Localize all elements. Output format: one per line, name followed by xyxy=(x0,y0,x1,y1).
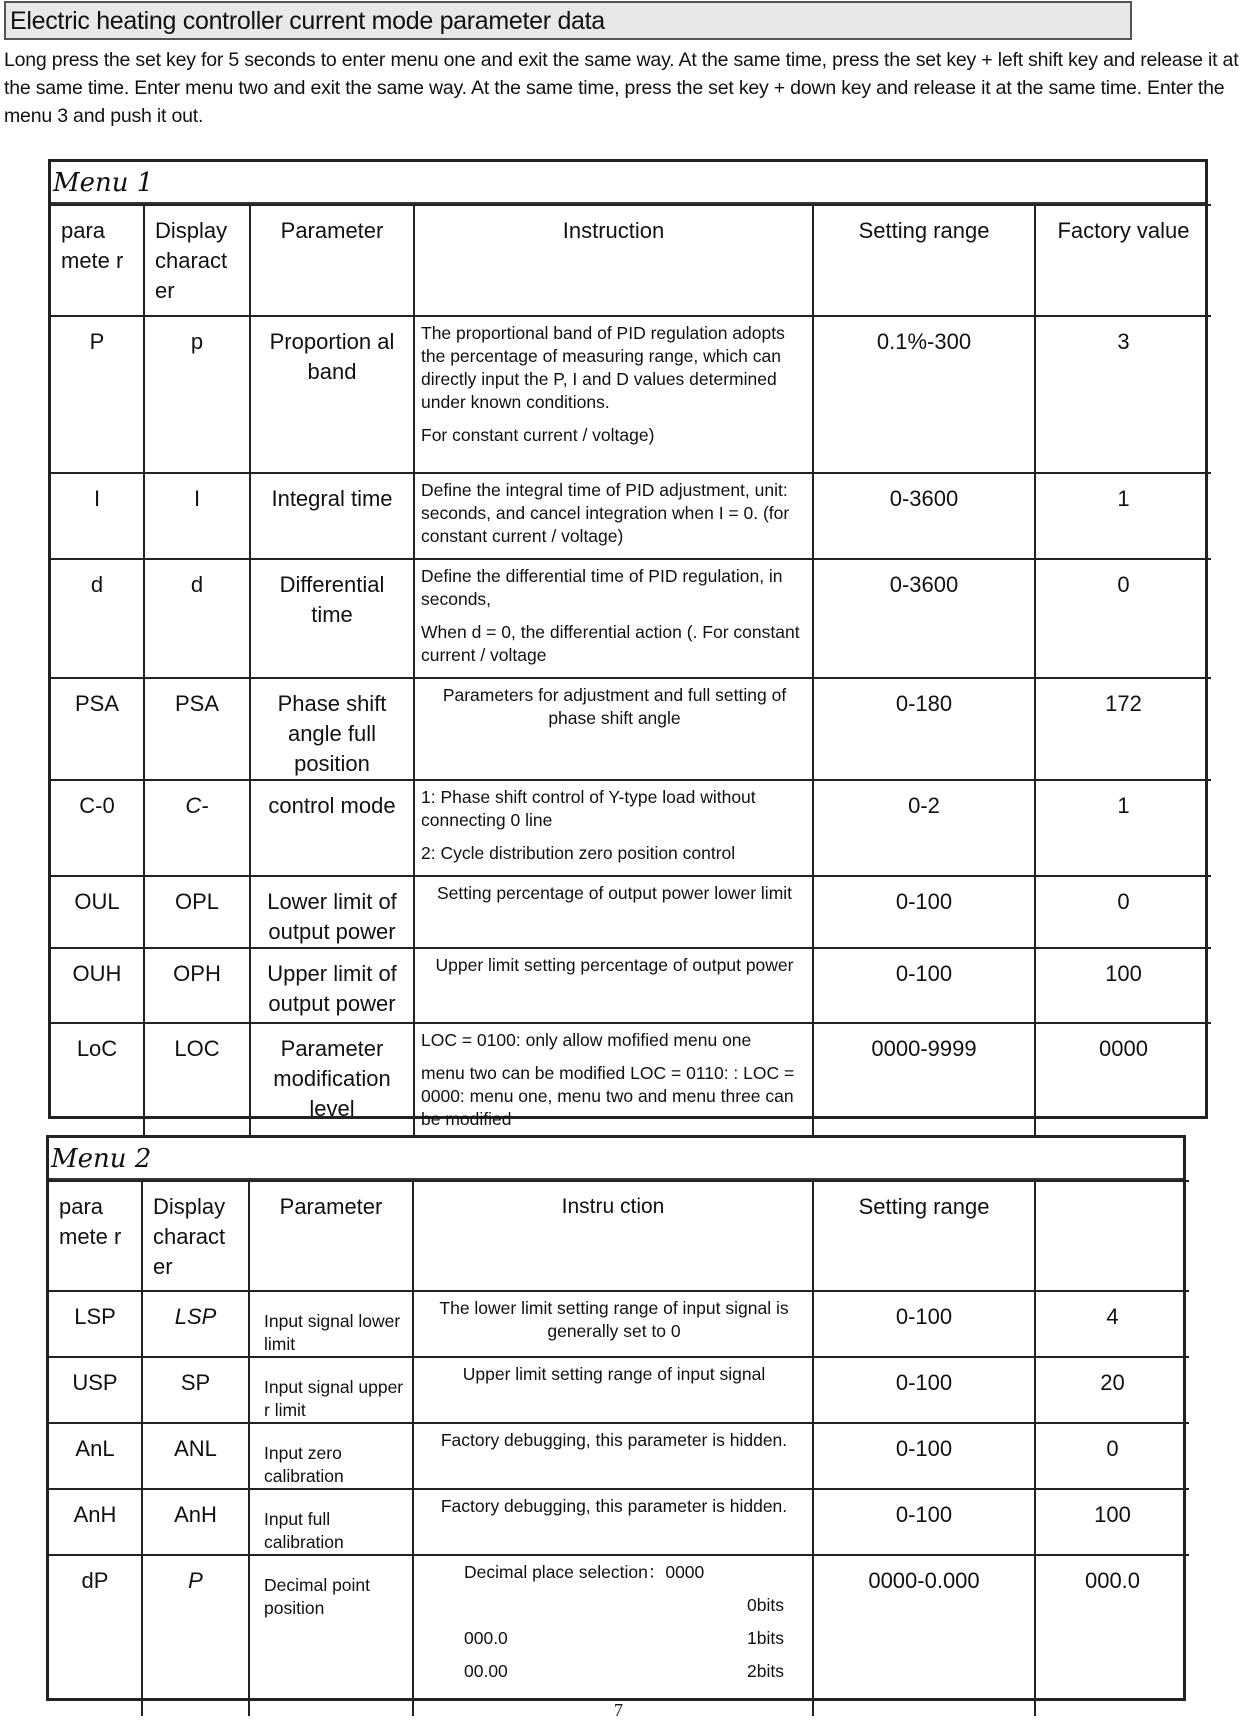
column-header: para mete r xyxy=(51,205,144,316)
column-header: Instruction xyxy=(414,205,813,316)
instruction-text: Setting percentage of output power lower limit xyxy=(436,883,793,903)
instruction-cell xyxy=(413,1555,813,1716)
display-character-cell: OPH xyxy=(144,948,250,1023)
setting-range-cell: 0-100 xyxy=(813,1291,1035,1357)
parameter-name-cell: Input full calibration xyxy=(249,1489,413,1555)
factory-value-cell: 172 xyxy=(1035,678,1211,780)
instruction-text: Upper limit setting range of input signal xyxy=(462,1364,766,1384)
table-row xyxy=(51,678,1211,780)
parameter-name-cell: Input signal lower limit xyxy=(249,1291,413,1357)
setting-range-cell: 0000-0.000 xyxy=(813,1555,1035,1716)
column-header: para mete r xyxy=(49,1181,142,1291)
setting-range-cell: 0000-9999 xyxy=(813,1023,1035,1157)
factory-value-cell: 0 xyxy=(1035,559,1211,678)
factory-value-cell: 100 xyxy=(1035,1489,1189,1555)
instruction-text: 000.0 xyxy=(464,1628,508,1648)
column-header: Setting range xyxy=(813,1181,1035,1291)
setting-range-cell: 0.1%-300 xyxy=(813,316,1035,473)
setting-range-cell: 0-3600 xyxy=(813,559,1035,678)
instruction-line xyxy=(420,1627,808,1650)
instruction-cell xyxy=(413,1357,813,1423)
table-row xyxy=(51,876,1211,948)
parameter-name-cell: Parameter modification level xyxy=(250,1023,414,1157)
table-row xyxy=(49,1489,1189,1555)
column-header: Factory value xyxy=(1035,205,1211,316)
setting-range-cell: 0-100 xyxy=(813,1423,1035,1489)
instruction-text: Upper limit setting percentage of output power xyxy=(435,955,794,975)
display-character-cell: OPL xyxy=(144,876,250,948)
parameter-name-cell: Proportion al band xyxy=(250,316,414,473)
parameter-code-cell: LoC xyxy=(51,1023,144,1157)
factory-value-cell: 1 xyxy=(1035,473,1211,559)
setting-range-cell: 0-180 xyxy=(813,678,1035,780)
instruction-cell xyxy=(414,678,813,780)
parameter-name-cell: Differential time xyxy=(250,559,414,678)
parameter-code-cell: dP xyxy=(49,1555,142,1716)
parameter-name-cell: Decimal point position xyxy=(249,1555,413,1716)
table-row xyxy=(51,559,1211,678)
factory-value-cell: 20 xyxy=(1035,1357,1189,1423)
display-character-cell: ANL xyxy=(142,1423,249,1489)
display-character-cell: LSP xyxy=(142,1291,249,1357)
display-character-cell: C- xyxy=(144,780,250,876)
header-row xyxy=(51,205,1211,316)
instruction-text: Factory debugging, this parameter is hidden. xyxy=(440,1496,788,1516)
table-row xyxy=(51,780,1211,876)
display-character-cell: d xyxy=(144,559,250,678)
table-row xyxy=(51,473,1211,559)
column-header: Instru ction xyxy=(413,1181,813,1291)
header-row xyxy=(49,1181,1189,1291)
table-row xyxy=(49,1555,1189,1716)
instruction-text: 1bits xyxy=(747,1628,784,1648)
instruction-text: Define the integral time of PID adjustment, unit: seconds, and cancel integration when I = 0. (for constant current / voltage) xyxy=(421,480,790,546)
parameter-name-cell: Phase shift angle full position xyxy=(250,678,414,780)
instruction-text: For constant current / voltage) xyxy=(421,425,655,445)
instruction-line xyxy=(420,1594,808,1617)
instruction-line xyxy=(420,1660,808,1683)
instruction-cell xyxy=(414,559,813,678)
table-row xyxy=(51,948,1211,1023)
instruction-cell xyxy=(413,1291,813,1357)
parameter-code-cell: LSP xyxy=(49,1291,142,1357)
table-row xyxy=(49,1357,1189,1423)
display-character-cell: LOC xyxy=(144,1023,250,1157)
page-title: Electric heating controller current mode parameter data xyxy=(4,1,1132,40)
setting-range-cell: 0-100 xyxy=(813,948,1035,1023)
instruction-cell xyxy=(414,473,813,559)
instruction-text: 1: Phase shift control of Y-type load without connecting 0 line xyxy=(421,787,756,830)
parameter-code-cell: OUL xyxy=(51,876,144,948)
parameter-code-cell: d xyxy=(51,559,144,678)
parameter-code-cell: AnH xyxy=(49,1489,142,1555)
display-character-cell: p xyxy=(144,316,250,473)
factory-value-cell: 3 xyxy=(1035,316,1211,473)
setting-range-cell: 0-3600 xyxy=(813,473,1035,559)
menu-2-table xyxy=(46,1135,1186,1701)
parameter-name-cell: Integral time xyxy=(250,473,414,559)
setting-range-cell: 0-2 xyxy=(813,780,1035,876)
factory-value-cell: 000.0 xyxy=(1035,1555,1189,1716)
parameter-name-cell: Input zero calibration xyxy=(249,1423,413,1489)
instruction-text: 00.00 xyxy=(464,1661,508,1681)
instruction-cell xyxy=(413,1423,813,1489)
menu-1-title: Menu 1 xyxy=(51,162,1205,204)
parameter-name-cell: Input signal upper r limit xyxy=(249,1357,413,1423)
factory-value-cell: 0000 xyxy=(1035,1023,1211,1157)
column-header: Setting range xyxy=(813,205,1035,316)
column-header: Parameter xyxy=(250,205,414,316)
instruction-text: 2bits xyxy=(747,1661,784,1681)
parameter-name-cell: Upper limit of output power xyxy=(250,948,414,1023)
menu-1-table xyxy=(48,159,1208,1129)
instruction-text: menu two can be modified LOC = 0110: : LOC = 0000: menu one, menu two and menu three can be modified xyxy=(421,1063,795,1129)
instruction-text: The proportional band of PID regulation adopts the percentage of measuring range, which can directly input the P, I and D values determined under known conditions. xyxy=(421,323,785,412)
instruction-text: Parameters for adjustment and full setting of phase shift angle xyxy=(442,685,787,728)
parameter-name-cell: Lower limit of output power xyxy=(250,876,414,948)
setting-range-cell: 0-100 xyxy=(813,876,1035,948)
column-header xyxy=(1035,1181,1189,1291)
menu-2-title: Menu 2 xyxy=(49,1138,1183,1180)
parameter-code-cell: P xyxy=(51,316,144,473)
page-number: 7 xyxy=(614,1700,623,1720)
instruction-cell xyxy=(413,1489,813,1555)
column-header: Display charact er xyxy=(142,1181,249,1291)
parameter-code-cell: OUH xyxy=(51,948,144,1023)
parameter-code-cell: USP xyxy=(49,1357,142,1423)
factory-value-cell: 4 xyxy=(1035,1291,1189,1357)
instruction-text: The lower limit setting range of input signal is generally set to 0 xyxy=(439,1298,789,1341)
factory-value-cell: 1 xyxy=(1035,780,1211,876)
parameter-code-cell: AnL xyxy=(49,1423,142,1489)
table-row xyxy=(51,316,1211,473)
column-header: Parameter xyxy=(249,1181,413,1291)
instruction-cell xyxy=(414,876,813,948)
instruction-text: LOC = 0100: only allow mofified menu one xyxy=(421,1030,752,1050)
display-character-cell: AnH xyxy=(142,1489,249,1555)
instruction-cell xyxy=(414,780,813,876)
setting-range-cell: 0-100 xyxy=(813,1357,1035,1423)
factory-value-cell: 0 xyxy=(1035,876,1211,948)
column-header: Display charact er xyxy=(144,205,250,316)
instruction-text: Factory debugging, this parameter is hidden. xyxy=(440,1430,788,1450)
factory-value-cell: 100 xyxy=(1035,948,1211,1023)
display-character-cell: I xyxy=(144,473,250,559)
parameter-name-cell: control mode xyxy=(250,780,414,876)
intro-paragraph: Long press the set key for 5 seconds to enter menu one and exit the same way. At the same time, press the set key + left shift key and release it at the same time. Enter menu two and exit the same way. At the same time, press the set key + down key and release it at the same time. Enter the menu 3 and push it out. xyxy=(4,49,1239,127)
instruction-text: Define the differential time of PID regulation, in seconds, xyxy=(421,566,783,609)
instruction-text: 0bits xyxy=(747,1595,784,1615)
instruction-line xyxy=(420,1561,808,1584)
setting-range-cell: 0-100 xyxy=(813,1489,1035,1555)
parameter-code-cell: C-0 xyxy=(51,780,144,876)
table-row xyxy=(49,1423,1189,1489)
instruction-text: 2: Cycle distribution zero position control xyxy=(421,843,736,863)
parameter-code-cell: PSA xyxy=(51,678,144,780)
display-character-cell: P xyxy=(142,1555,249,1716)
instruction-text: Decimal place selection：0000 xyxy=(464,1562,705,1582)
table-row xyxy=(49,1291,1189,1357)
factory-value-cell: 0 xyxy=(1035,1423,1189,1489)
instruction-cell xyxy=(414,316,813,473)
display-character-cell: PSA xyxy=(144,678,250,780)
parameter-code-cell: I xyxy=(51,473,144,559)
instruction-text: When d = 0, the differential action (. For constant current / voltage xyxy=(421,622,800,665)
display-character-cell: SP xyxy=(142,1357,249,1423)
instruction-cell xyxy=(414,948,813,1023)
